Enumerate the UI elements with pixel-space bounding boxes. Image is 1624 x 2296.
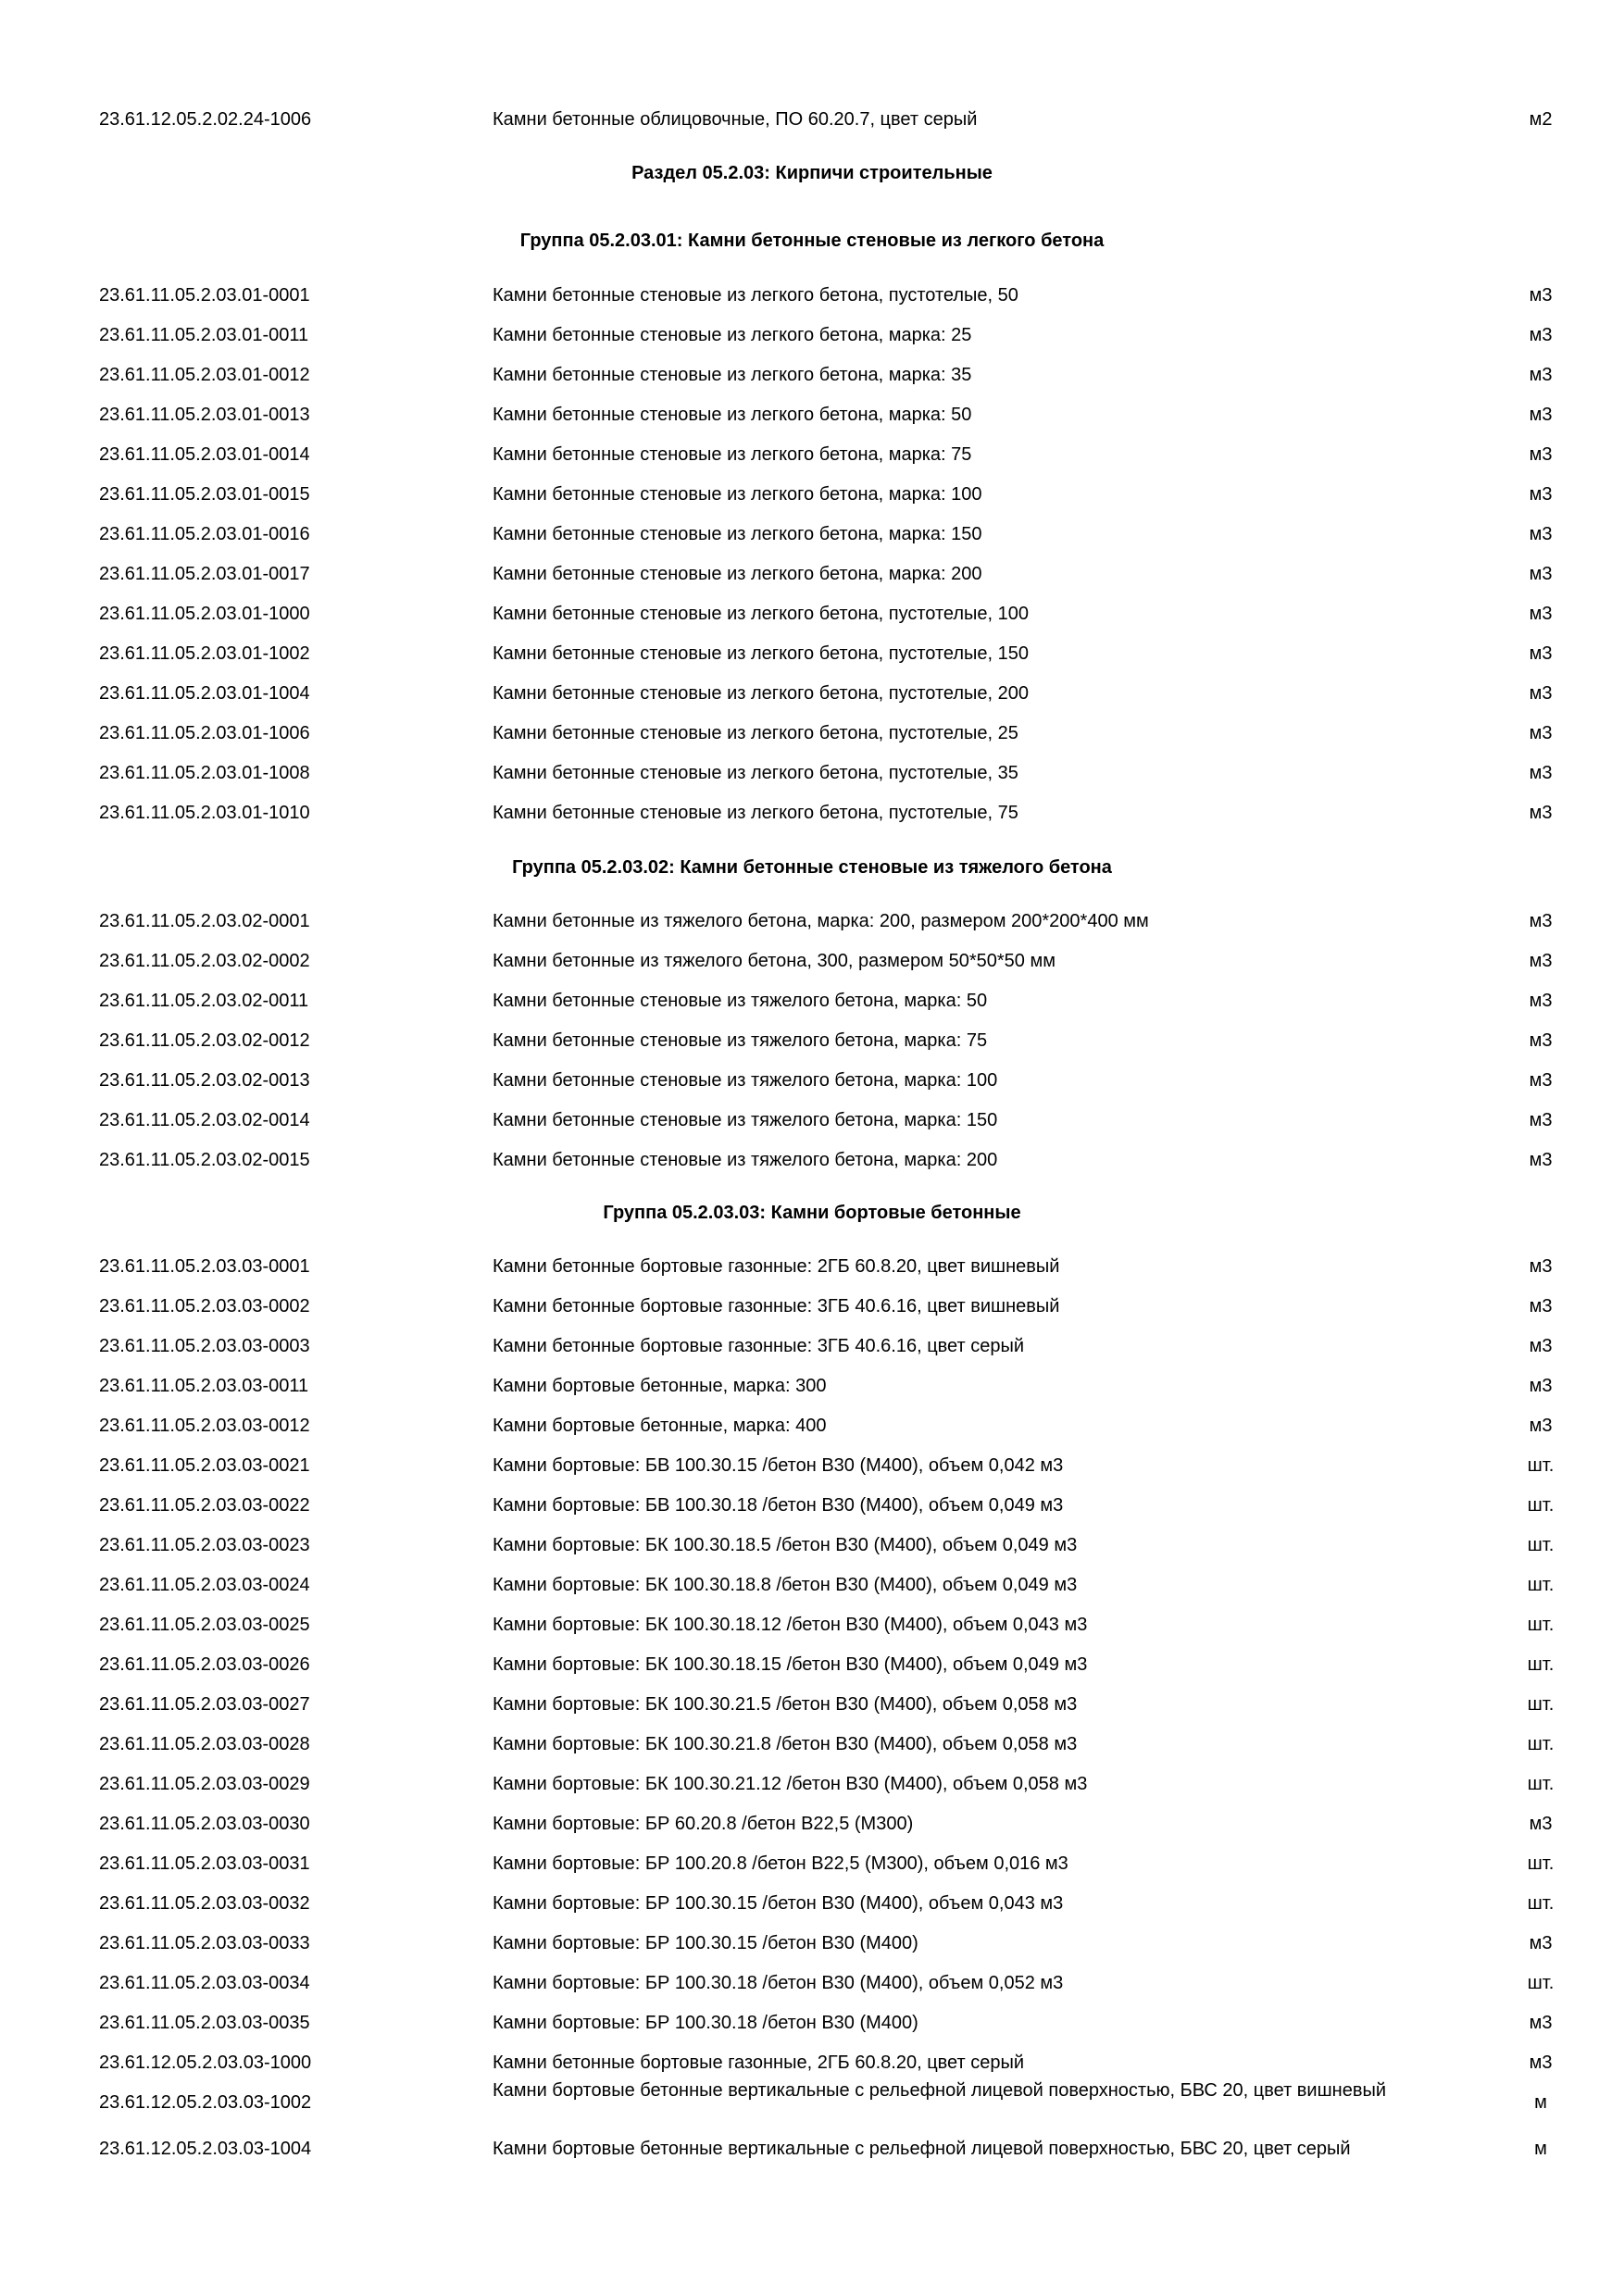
- row-code: 23.61.11.05.2.03.02-0015: [99, 1150, 310, 1170]
- row-unit: м3: [1529, 763, 1553, 783]
- row-name: Камни бортовые: БР 100.30.15 /бетон В30 (М400): [493, 1933, 918, 1953]
- row-unit: шт.: [1527, 1615, 1555, 1635]
- row-name: Камни бетонные стеновые из легкого бетона, марка: 50: [493, 405, 972, 425]
- row-code: 23.61.11.05.2.03.03-0027: [99, 1694, 310, 1715]
- row-code: 23.61.12.05.2.02.24-1006: [99, 109, 312, 130]
- group-title: Группа 05.2.03.01: Камни бетонные стеновые из легкого бетона: [519, 231, 1105, 251]
- row-unit: м: [1534, 2092, 1547, 2113]
- row-code: 23.61.11.05.2.03.01-0013: [99, 405, 310, 425]
- row-code: 23.61.11.05.2.03.03-0031: [99, 1853, 310, 1874]
- row-unit: м3: [1529, 564, 1553, 584]
- row-name: Камни бетонные бортовые газонные: 3ГБ 40.6.16, цвет вишневый: [493, 1296, 1060, 1316]
- row-name: Камни бетонные стеновые из тяжелого бетона, марка: 150: [493, 1110, 998, 1130]
- row-unit: м3: [1529, 1416, 1553, 1436]
- row-unit: м3: [1529, 484, 1553, 505]
- row-unit: шт.: [1527, 1694, 1555, 1715]
- row-code: 23.61.11.05.2.03.03-0026: [99, 1654, 310, 1675]
- row-code: 23.61.11.05.2.03.03-0033: [99, 1933, 310, 1953]
- group-title: Группа 05.2.03.03: Камни бортовые бетонные: [603, 1203, 1021, 1223]
- row-unit: м3: [1529, 1256, 1553, 1277]
- row-name: Камни бортовые: БР 100.30.15 /бетон В30 (М400), объем 0,043 м3: [493, 1893, 1064, 1914]
- row-unit: м3: [1529, 1933, 1553, 1953]
- row-name: Камни бортовые: БК 100.30.18.5 /бетон В30 (М400), объем 0,049 м3: [493, 1535, 1078, 1555]
- row-unit: м3: [1529, 285, 1553, 306]
- row-unit: м3: [1529, 1376, 1553, 1396]
- row-unit: м3: [1529, 524, 1553, 544]
- row-code: 23.61.11.05.2.03.03-0025: [99, 1615, 310, 1635]
- row-code: 23.61.11.05.2.03.03-0035: [99, 2013, 310, 2033]
- row-name: Камни бетонные стеновые из легкого бетона, марка: 100: [493, 484, 982, 505]
- row-unit: м3: [1529, 604, 1553, 624]
- row-code: 23.61.11.05.2.03.03-0023: [99, 1535, 310, 1555]
- row-name: Камни бетонные стеновые из легкого бетона, пустотелые, 200: [493, 683, 1030, 704]
- row-code: 23.61.11.05.2.03.03-0001: [99, 1256, 310, 1277]
- row-unit: м3: [1529, 1296, 1553, 1316]
- row-unit: м3: [1529, 2053, 1553, 2073]
- row-code: 23.61.11.05.2.03.01-1004: [99, 683, 310, 704]
- row-name: Камни бортовые: БК 100.30.21.5 /бетон В30 (М400), объем 0,058 м3: [493, 1694, 1078, 1715]
- row-code: 23.61.11.05.2.03.01-1006: [99, 723, 310, 743]
- row-unit: шт.: [1527, 1893, 1555, 1914]
- row-name: Камни бетонные стеновые из легкого бетона, пустотелые, 25: [493, 723, 1018, 743]
- row-unit: шт.: [1527, 1853, 1555, 1874]
- row-code: 23.61.11.05.2.03.03-0032: [99, 1893, 310, 1914]
- row-name: Камни бортовые бетонные вертикальные с рельефной лицевой поверхностью, БВС 20, цвет вишневый: [493, 2080, 1386, 2101]
- row-code: 23.61.11.05.2.03.01-0015: [99, 484, 310, 505]
- row-name: Камни бортовые: БВ 100.30.15 /бетон В30 (М400), объем 0,042 м3: [493, 1455, 1064, 1476]
- row-name: Камни бортовые: БР 100.30.18 /бетон В30 (М400), объем 0,052 м3: [493, 1973, 1064, 1993]
- row-name: Камни бортовые бетонные, марка: 300: [493, 1376, 827, 1396]
- row-code: 23.61.11.05.2.03.01-1008: [99, 763, 310, 783]
- row-unit: м2: [1529, 109, 1553, 130]
- row-code: 23.61.11.05.2.03.03-0028: [99, 1734, 310, 1754]
- row-unit: м3: [1529, 1070, 1553, 1091]
- row-code: 23.61.11.05.2.03.03-0030: [99, 1814, 310, 1834]
- row-unit: м3: [1529, 2013, 1553, 2033]
- row-code: 23.61.11.05.2.03.02-0013: [99, 1070, 310, 1091]
- row-name: Камни бетонные стеновые из легкого бетона, марка: 25: [493, 325, 972, 345]
- row-unit: м3: [1529, 951, 1553, 971]
- row-code: 23.61.11.05.2.03.02-0014: [99, 1110, 310, 1130]
- row-unit: шт.: [1527, 1495, 1555, 1516]
- row-unit: м3: [1529, 1030, 1553, 1051]
- row-code: 23.61.11.05.2.03.03-0003: [99, 1336, 310, 1356]
- row-name: Камни бетонные стеновые из легкого бетона, пустотелые, 100: [493, 604, 1030, 624]
- row-name: Камни бетонные стеновые из легкого бетона, марка: 75: [493, 444, 972, 465]
- row-name: Камни бетонные стеновые из легкого бетона, пустотелые, 35: [493, 763, 1018, 783]
- row-name: Камни бетонные стеновые из легкого бетона, пустотелые, 150: [493, 643, 1030, 664]
- row-name: Камни бортовые бетонные вертикальные с рельефной лицевой поверхностью, БВС 20, цвет серый: [493, 2139, 1351, 2159]
- row-name: Камни бортовые: БР 60.20.8 /бетон В22,5 (М300): [493, 1814, 914, 1834]
- row-code: 23.61.11.05.2.03.03-0011: [99, 1376, 309, 1396]
- row-name: Камни бетонные облицовочные, ПО 60.20.7, цвет серый: [493, 109, 978, 130]
- row-name: Камни бортовые бетонные, марка: 400: [493, 1416, 827, 1436]
- row-name: Камни бетонные стеновые из легкого бетона, марка: 150: [493, 524, 982, 544]
- row-unit: м3: [1529, 911, 1553, 931]
- row-name: Камни бортовые: БВ 100.30.18 /бетон В30 (М400), объем 0,049 м3: [493, 1495, 1064, 1516]
- row-name: Камни бетонные стеновые из легкого бетона, пустотелые, 75: [493, 803, 1018, 823]
- row-code: 23.61.11.05.2.03.02-0011: [99, 991, 309, 1011]
- row-code: 23.61.11.05.2.03.03-0024: [99, 1575, 310, 1595]
- row-unit: м3: [1529, 1814, 1553, 1834]
- group-title: Группа 05.2.03.02: Камни бетонные стеновые из тяжелого бетона: [512, 857, 1112, 878]
- row-code: 23.61.11.05.2.03.03-0029: [99, 1774, 310, 1794]
- row-code: 23.61.11.05.2.03.01-0014: [99, 444, 310, 465]
- row-unit: м3: [1529, 723, 1553, 743]
- row-unit: м3: [1529, 803, 1553, 823]
- row-code: 23.61.12.05.2.03.03-1004: [99, 2139, 312, 2159]
- row-name: Камни бетонные бортовые газонные: 2ГБ 60.8.20, цвет вишневый: [493, 1256, 1060, 1277]
- row-unit: м3: [1529, 991, 1553, 1011]
- row-unit: м3: [1529, 1336, 1553, 1356]
- row-unit: шт.: [1527, 1575, 1555, 1595]
- row-code: 23.61.11.05.2.03.02-0001: [99, 911, 310, 931]
- row-code: 23.61.12.05.2.03.03-1002: [99, 2092, 312, 2113]
- row-unit: м3: [1529, 444, 1553, 465]
- row-name: Камни бетонные бортовые газонные, 2ГБ 60.8.20, цвет серый: [493, 2053, 1025, 2073]
- row-code: 23.61.11.05.2.03.02-0012: [99, 1030, 310, 1051]
- row-unit: м3: [1529, 405, 1553, 425]
- section-title: Раздел 05.2.03: Кирпичи строительные: [631, 163, 993, 183]
- row-unit: м: [1534, 2139, 1547, 2159]
- row-code: 23.61.11.05.2.03.01-0012: [99, 365, 310, 385]
- row-name: Камни бетонные стеновые из легкого бетона, марка: 200: [493, 564, 982, 584]
- row-unit: м3: [1529, 325, 1553, 345]
- row-name: Камни бетонные стеновые из тяжелого бетона, марка: 75: [493, 1030, 988, 1051]
- row-name: Камни бетонные стеновые из тяжелого бетона, марка: 100: [493, 1070, 998, 1091]
- row-code: 23.61.11.05.2.03.01-1010: [99, 803, 310, 823]
- row-code: 23.61.11.05.2.03.01-0017: [99, 564, 310, 584]
- row-name: Камни бетонные бортовые газонные: 3ГБ 40.6.16, цвет серый: [493, 1336, 1025, 1356]
- row-unit: м3: [1529, 683, 1553, 704]
- row-code: 23.61.11.05.2.03.03-0034: [99, 1973, 310, 1993]
- row-unit: шт.: [1527, 1654, 1555, 1675]
- row-code: 23.61.11.05.2.03.03-0002: [99, 1296, 310, 1316]
- row-name: Камни бортовые: БК 100.30.21.12 /бетон В30 (М400), объем 0,058 м3: [493, 1774, 1088, 1794]
- row-unit: м3: [1529, 365, 1553, 385]
- row-code: 23.61.11.05.2.03.01-1000: [99, 604, 310, 624]
- row-unit: шт.: [1527, 1455, 1555, 1476]
- row-name: Камни бетонные стеновые из тяжелого бетона, марка: 200: [493, 1150, 998, 1170]
- row-name: Камни бетонные из тяжелого бетона, марка: 200, размером 200*200*400 мм: [493, 911, 1149, 931]
- row-name: Камни бортовые: БР 100.20.8 /бетон В22,5 (М300), объем 0,016 м3: [493, 1853, 1068, 1874]
- row-unit: м3: [1529, 1150, 1553, 1170]
- row-name: Камни бортовые: БР 100.30.18 /бетон В30 (М400): [493, 2013, 918, 2033]
- row-name: Камни бетонные стеновые из легкого бетона, марка: 35: [493, 365, 972, 385]
- row-unit: шт.: [1527, 1535, 1555, 1555]
- row-code: 23.61.11.05.2.03.02-0002: [99, 951, 310, 971]
- row-code: 23.61.11.05.2.03.01-0016: [99, 524, 310, 544]
- row-code: 23.61.12.05.2.03.03-1000: [99, 2053, 312, 2073]
- row-unit: шт.: [1527, 1774, 1555, 1794]
- row-code: 23.61.11.05.2.03.03-0021: [99, 1455, 310, 1476]
- row-unit: м3: [1529, 643, 1553, 664]
- row-unit: шт.: [1527, 1973, 1555, 1993]
- row-code: 23.61.11.05.2.03.03-0022: [99, 1495, 310, 1516]
- row-name: Камни бортовые: БК 100.30.18.8 /бетон В30 (М400), объем 0,049 м3: [493, 1575, 1078, 1595]
- row-name: Камни бетонные стеновые из тяжелого бетона, марка: 50: [493, 991, 988, 1011]
- row-code: 23.61.11.05.2.03.01-0011: [99, 325, 309, 345]
- row-name: Камни бетонные из тяжелого бетона, 300, размером 50*50*50 мм: [493, 951, 1056, 971]
- row-name: Камни бортовые: БК 100.30.18.12 /бетон В30 (М400), объем 0,043 м3: [493, 1615, 1088, 1635]
- row-name: Камни бетонные стеновые из легкого бетона, пустотелые, 50: [493, 285, 1018, 306]
- row-name: Камни бортовые: БК 100.30.18.15 /бетон В30 (М400), объем 0,049 м3: [493, 1654, 1088, 1675]
- row-code: 23.61.11.05.2.03.03-0012: [99, 1416, 310, 1436]
- row-unit: м3: [1529, 1110, 1553, 1130]
- row-code: 23.61.11.05.2.03.01-0001: [99, 285, 310, 306]
- row-code: 23.61.11.05.2.03.01-1002: [99, 643, 310, 664]
- row-unit: шт.: [1527, 1734, 1555, 1754]
- row-name: Камни бортовые: БК 100.30.21.8 /бетон В30 (М400), объем 0,058 м3: [493, 1734, 1078, 1754]
